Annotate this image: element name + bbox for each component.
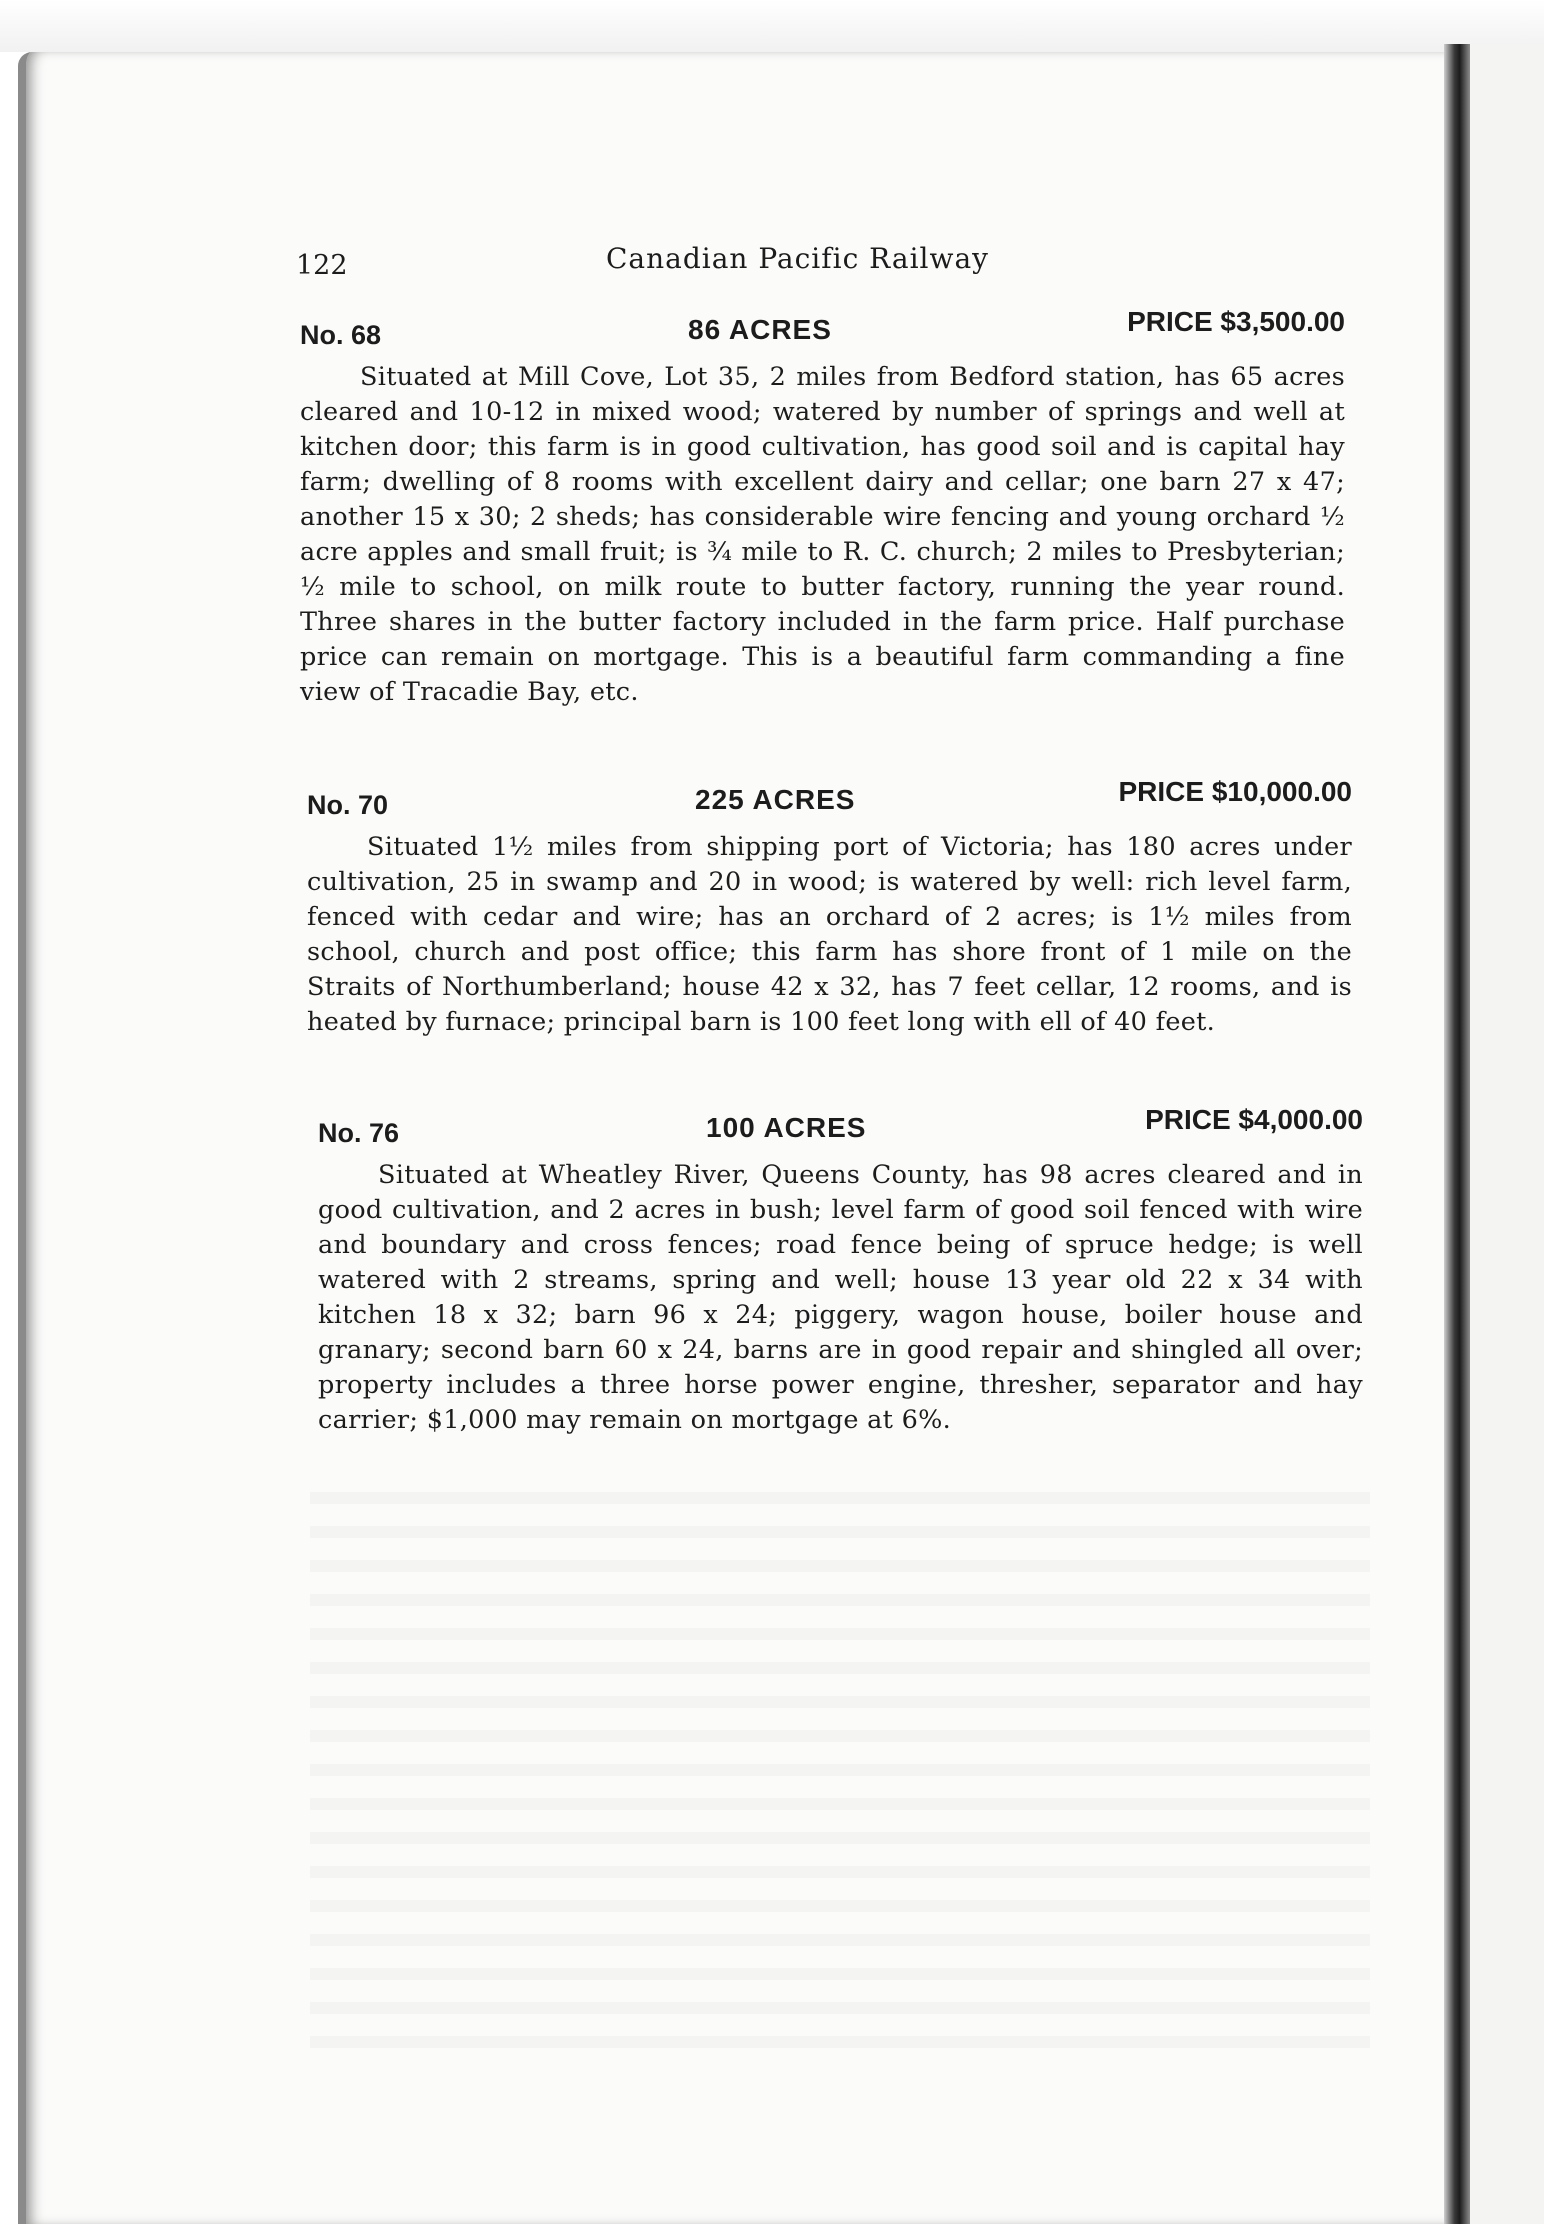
price: PRICE $3,500.00 <box>1127 306 1345 337</box>
listing-header <box>318 1104 1363 1158</box>
book-gutter <box>1444 44 1470 2224</box>
listing-header <box>300 306 1345 360</box>
scan-background <box>0 0 1544 52</box>
listing-no-70 <box>307 776 1352 1040</box>
page-number: 122 <box>296 250 348 281</box>
listing-no-68 <box>300 306 1345 710</box>
price: PRICE $4,000.00 <box>1145 1104 1363 1135</box>
listing-no-76 <box>318 1104 1363 1438</box>
lot-number: No. 76 <box>318 1118 400 1148</box>
listing-description: Situated at Wheatley River, Queens County, has 98 acres cleared and in good cultivation, and 2 acres in bush; level farm of good soil fenced with wire and boundary and cross fences; road fence being of spruce hedge; is well watered with 2 streams, spring and well; house 13 year old 22 x 34 with kitchen 18 x 32; barn 96 x 24; piggery, wagon house, boiler house and granary; second barn 60 x 24, barns are in good repair and shingled all over; property includes a three horse power engine, thresher, separator and hay carrier; $1,000 may remain on mortgage at 6%. <box>318 1160 1363 1435</box>
price: PRICE $10,000.00 <box>1118 776 1352 807</box>
page-header <box>296 236 1336 281</box>
acreage: 100 ACRES <box>706 1112 867 1143</box>
lot-number: No. 68 <box>300 320 382 350</box>
running-title: Canadian Pacific Railway <box>606 242 989 275</box>
acreage: 86 ACRES <box>688 314 832 345</box>
show-through-text <box>310 1470 1370 2070</box>
lot-number: No. 70 <box>307 790 389 820</box>
acreage: 225 ACRES <box>695 784 856 815</box>
listing-header <box>307 776 1352 830</box>
facing-page-edge <box>1470 44 1544 2224</box>
listing-description: Situated at Mill Cove, Lot 35, 2 miles from Bedford station, has 65 acres cleared and 10-12 in mixed wood; watered by number of springs and well at kitchen door; this farm is in good cultivation, has good soil and is capital hay farm; dwelling of 8 rooms with excellent dairy and cellar; one barn 27 x 47; another 15 x 30; 2 sheds; has considerable wire fencing and young orchard ½ acre apples and small fruit; is ¾ mile to R. C. church; 2 miles to Presbyterian; ½ mile to school, on milk route to butter factory, running the year round. Three shares in the butter factory included in the farm price. Half purchase price can remain on mortgage. This is a beautiful farm commanding a fine view of Tracadie Bay, etc. <box>300 362 1345 707</box>
listing-description: Situated 1½ miles from shipping port of Victoria; has 180 acres under cultivation, 25 in swamp and 20 in wood; is watered by well: rich level farm, fenced with cedar and wire; has an orchard of 2 acres; is 1½ miles from school, church and post office; this farm has shore front of 1 mile on the Straits of Northumberland; house 42 x 32, has 7 feet cellar, 12 rooms, and is heated by furnace; principal barn is 100 feet long with ell of 40 feet. <box>307 832 1352 1037</box>
